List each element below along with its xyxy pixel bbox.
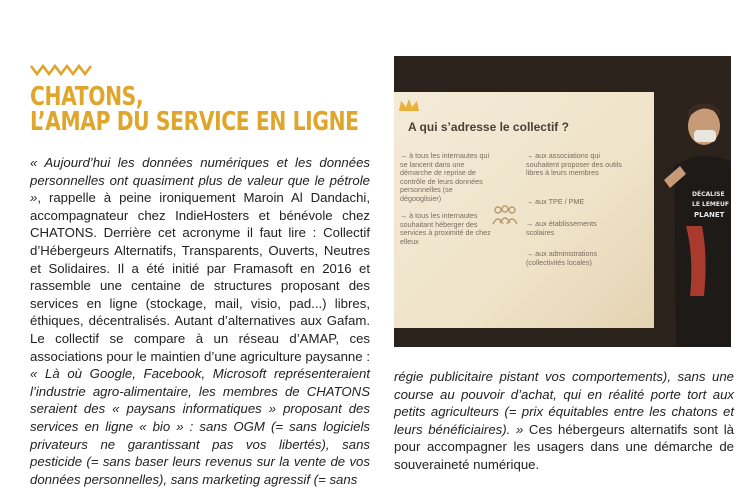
people-icon — [490, 204, 520, 228]
closing-paragraph: Ces hébergeurs alternatifs sont là pour accompagner les usagers dans une démarche de souveraineté numérique. — [394, 421, 734, 472]
slide-item-left-1: → à tous les internautes qui se lancent dans une démarche de reprise de contrôle de leurs données personnelles (se dégooglisier) — [400, 151, 490, 203]
zigzag-ornament — [30, 64, 92, 76]
opening-quote: « Aujourd’hui les données numériques et les données personnelles ont quasiment plus de valeur que le pétrole » — [30, 155, 370, 206]
body-paragraph: , rappelle à peine ironiquement Maroin Al Dandachi, accompagnateur chez IndieHosters et bénévole chez CHATONS. Derrière cet acronyme il faut lire : Collectif d’Hébergeurs Alternatifs, Transparents, Ouverts, Neutres et Solidaires. Il a été initié par Framasoft en 2016 et rassemble une centaine de structures proposant des services en ligne (stockage, mail, visio, pad...) libres, éthiques, décentralisés. Autant d’alternatives aux Gafam. Le collectif se compare à un réseau d’AMAP, ces associations pour le maintien d’une agriculture paysanne : — [30, 190, 370, 364]
title-line-1: CHATONS, — [30, 82, 144, 112]
title-line-2: L’AMAP DU SERVICE EN LIGNE — [30, 107, 359, 137]
svg-text:DÉCALISE: DÉCALISE — [692, 191, 725, 198]
presenter-figure — [664, 96, 731, 347]
svg-text:LE LEMEUF: LE LEMEUF — [692, 201, 729, 208]
slide-item-left-2: → à tous les internautes souhaitant héberger des services à proximité de chez elleux — [400, 211, 491, 246]
slide-item-right-1: → aux associations qui souhaitent proposer des outils libres à leurs membres — [526, 151, 622, 178]
svg-text:PLANET: PLANET — [694, 211, 725, 219]
projected-slide — [394, 92, 654, 328]
slide-title: A qui s’adresse le collectif ? — [408, 120, 569, 134]
presentation-photo — [394, 56, 731, 347]
article-title — [30, 82, 359, 137]
slide-item-right-2: → aux TPE / PME — [526, 197, 585, 206]
amap-quote-continued: régie publicitaire pistant vos comportements), sans une course au pouvoir d’achat, qui en réalité porte tort aux petits agriculteurs (= prix équitables entre les chatons et leurs bénéficiaires). » — [394, 369, 734, 437]
slide-item-right-4: → aux administrations (collectivités locales) — [526, 249, 598, 267]
article-column-left — [30, 154, 370, 488]
amap-quote: « Là où Google, Facebook, Microsoft représenteraient l’industrie agro-alimentaire, les membres de CHATONS seraient des « paysans informatiques » proposant des services en ligne « bio » : sans OGM (= sans logiciels privateurs ne garantissant pas vos libertés), sans pesticide (= sans baser leurs revenus sur la vente de vos données personnelles), sans marketing agressif (= sans — [30, 366, 370, 487]
article-column-right — [394, 368, 734, 474]
slide-item-right-3: → aux établissements scolaires — [526, 219, 597, 237]
chatons-logo-icon — [398, 98, 420, 112]
